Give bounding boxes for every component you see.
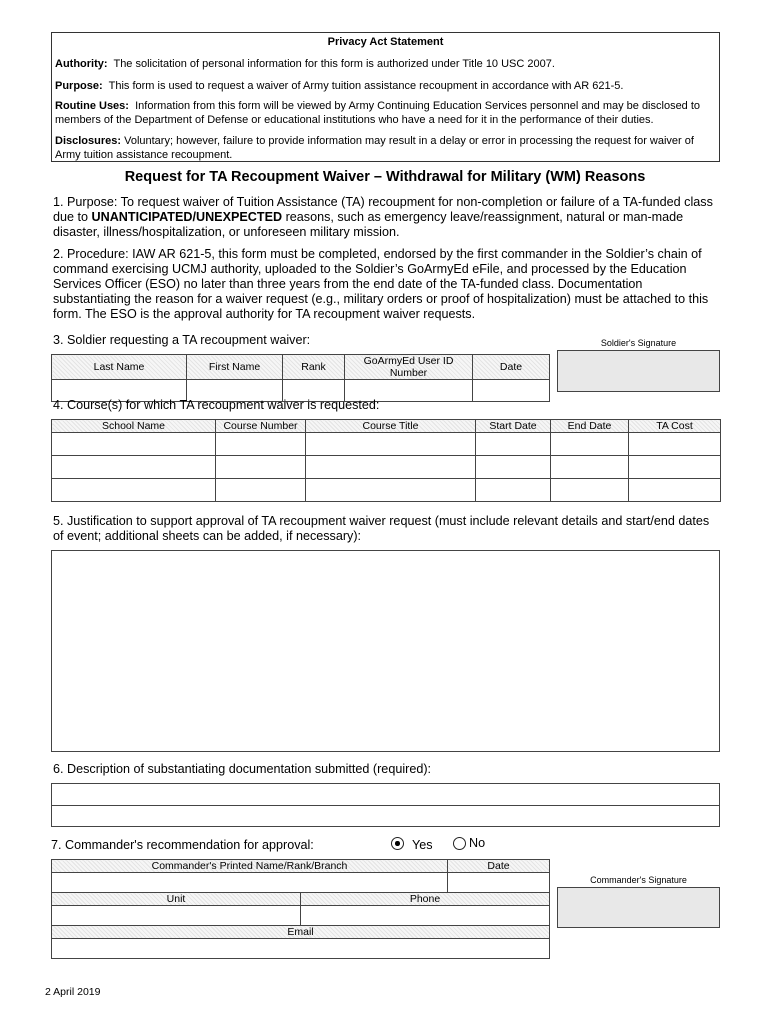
disclosures-label: Disclosures: bbox=[55, 135, 122, 147]
col-phone: Phone bbox=[301, 893, 550, 906]
col-last-name: Last Name bbox=[52, 355, 187, 380]
section-1-purpose bbox=[53, 195, 723, 240]
privacy-heading: Privacy Act Statement bbox=[327, 36, 444, 48]
documentation-field[interactable] bbox=[51, 783, 720, 827]
col-commander-name: Commander's Printed Name/Rank/Branch bbox=[52, 860, 448, 873]
purpose-text: This form is used to request a waiver of Army tuition assistance recoupment in accordance with AR 621-5. bbox=[108, 80, 624, 92]
course-title-field[interactable] bbox=[306, 433, 476, 456]
col-email: Email bbox=[52, 926, 550, 939]
start-date-field[interactable] bbox=[476, 456, 551, 479]
start-date-field[interactable] bbox=[476, 479, 551, 502]
authority-paragraph bbox=[55, 57, 716, 71]
course-number-field[interactable] bbox=[216, 433, 306, 456]
section-5-label: 5. Justification to support approval of TA recoupment waiver request (must include relevant details and start/end dates of event; additional sheets can be added, if necessary): bbox=[53, 514, 710, 543]
phone-field[interactable] bbox=[301, 906, 550, 926]
section-6-label: 6. Description of substantiating documentation submitted (required): bbox=[53, 762, 432, 776]
col-start-date: Start Date bbox=[476, 420, 551, 433]
section-1-emphasis: UNANTICIPATED/UNEXPECTED bbox=[91, 210, 283, 224]
end-date-field[interactable] bbox=[551, 433, 629, 456]
purpose-paragraph bbox=[55, 79, 716, 93]
col-date: Date bbox=[473, 355, 550, 380]
course-title-field[interactable] bbox=[306, 456, 476, 479]
soldier-signature-box[interactable] bbox=[557, 350, 720, 392]
authority-text: The solicitation of personal information for this form is authorized under Title 10 USC 2007. bbox=[113, 58, 555, 70]
form-date-footer: 2 April 2019 bbox=[45, 986, 101, 998]
no-radio[interactable] bbox=[453, 837, 466, 850]
commander-table bbox=[51, 859, 550, 959]
commander-date-field[interactable] bbox=[448, 873, 550, 893]
col-school-name: School Name bbox=[52, 420, 216, 433]
soldier-date-field[interactable] bbox=[473, 380, 550, 402]
soldier-signature-label: Soldier's Signature bbox=[600, 338, 677, 348]
justification-textarea[interactable] bbox=[51, 550, 720, 752]
end-date-field[interactable] bbox=[551, 479, 629, 502]
routine-uses-paragraph bbox=[55, 99, 716, 127]
col-rank: Rank bbox=[283, 355, 345, 380]
end-date-field[interactable] bbox=[551, 456, 629, 479]
section-1-text-a: 1. Purpose: To request waiver of Tuition Assistance (TA) recoupment for non-completion or failure of a TA-funded class due to bbox=[53, 195, 713, 224]
routine-uses-label: Routine Uses: bbox=[55, 100, 129, 112]
course-number-field[interactable] bbox=[216, 479, 306, 502]
section-7-label: 7. Commander's recommendation for approval: bbox=[51, 838, 314, 852]
commander-signature-box[interactable] bbox=[557, 887, 720, 928]
commander-name-field[interactable] bbox=[52, 873, 448, 893]
yes-label: Yes bbox=[412, 838, 433, 852]
school-name-field[interactable] bbox=[52, 456, 216, 479]
school-name-field[interactable] bbox=[52, 479, 216, 502]
authority-label: Authority: bbox=[55, 58, 108, 70]
unit-field[interactable] bbox=[52, 906, 301, 926]
col-end-date: End Date bbox=[551, 420, 629, 433]
ta-cost-field[interactable] bbox=[629, 479, 721, 502]
col-course-number: Course Number bbox=[216, 420, 306, 433]
routine-uses-text: Information from this form will be viewed by Army Continuing Education Services personnel and may be disclosed to members of the Department of Defense or educational institutions who have a need for it in the performance of their duties. bbox=[55, 100, 701, 126]
col-course-title: Course Title bbox=[306, 420, 476, 433]
course-title-field[interactable] bbox=[306, 479, 476, 502]
section-3-label: 3. Soldier requesting a TA recoupment waiver: bbox=[53, 333, 311, 347]
col-commander-date: Date bbox=[448, 860, 550, 873]
purpose-label: Purpose: bbox=[55, 80, 103, 92]
ta-cost-field[interactable] bbox=[629, 433, 721, 456]
privacy-act-statement bbox=[51, 32, 720, 162]
commander-signature-label: Commander's Signature bbox=[590, 875, 687, 885]
school-name-field[interactable] bbox=[52, 433, 216, 456]
disclosures-text: Voluntary; however, failure to provide information may result in a delay or error in processing the request for waiver of Army tuition assistance recoupment. bbox=[55, 135, 694, 161]
section-2-procedure: 2. Procedure: IAW AR 621-5, this form must be completed, endorsed by the first commander in the Soldier’s chain of command exercising UCMJ authority, uploaded to the Soldier’s GoArmyEd eFile, and processed by the Education Services Officer (ESO) no later than three years from the end date of the TA-funded class. Documentation substantiating the reason for a waiver request (e.g., military orders or proof of hospitalization) must be attached to this form. The ESO is the approval authority for TA recoupment waiver requests. bbox=[53, 247, 709, 321]
section-4-label: 4. Course(s) for which TA recoupment waiver is requested: bbox=[53, 398, 380, 412]
documentation-divider bbox=[52, 805, 719, 806]
course-table bbox=[51, 419, 721, 502]
col-user-id: GoArmyEd User ID Number bbox=[345, 355, 473, 380]
col-first-name: First Name bbox=[187, 355, 283, 380]
col-ta-cost: TA Cost bbox=[629, 420, 721, 433]
start-date-field[interactable] bbox=[476, 433, 551, 456]
no-label: No bbox=[469, 836, 486, 850]
disclosures-paragraph bbox=[55, 134, 716, 162]
form-title: Request for TA Recoupment Waiver – Withdrawal for Military (WM) Reasons bbox=[124, 169, 646, 185]
email-field[interactable] bbox=[52, 939, 550, 959]
soldier-info-table bbox=[51, 354, 550, 402]
col-unit: Unit bbox=[52, 893, 301, 906]
course-number-field[interactable] bbox=[216, 456, 306, 479]
ta-cost-field[interactable] bbox=[629, 456, 721, 479]
yes-radio[interactable] bbox=[391, 837, 404, 850]
section-1-text-b: reasons, such as emergency leave/reassignment, natural or man-made disaster, illness/hospitalization, or unforeseen military mission. bbox=[53, 210, 684, 239]
